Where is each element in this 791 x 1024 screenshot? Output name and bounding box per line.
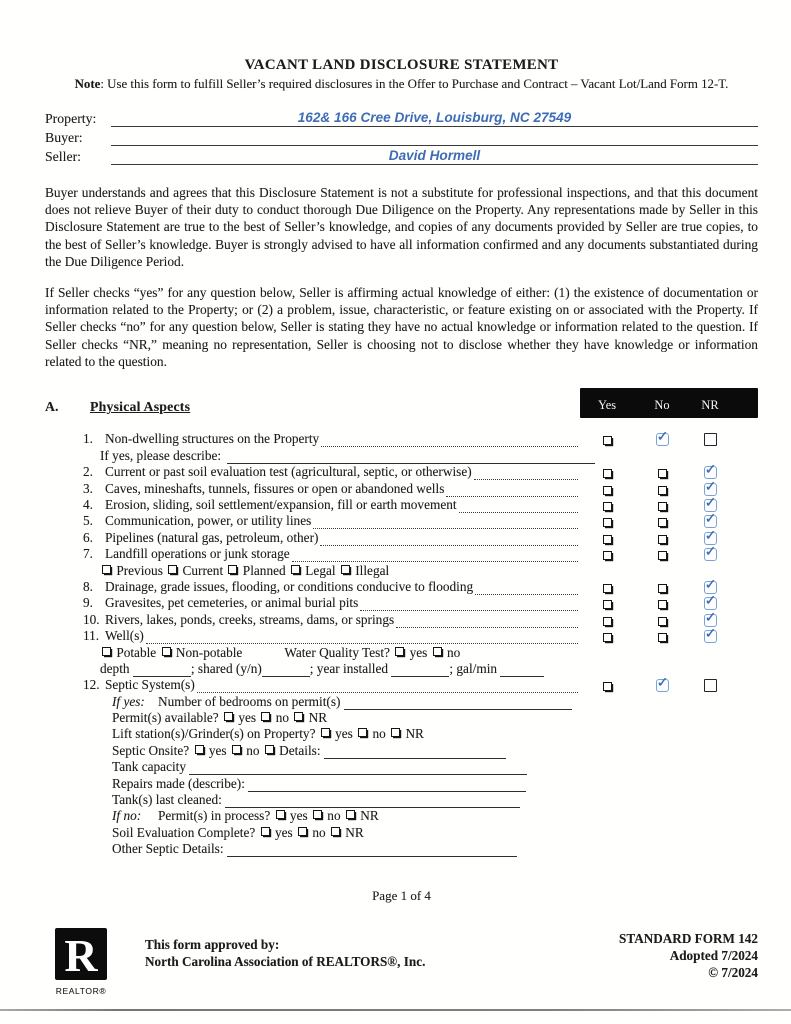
form-name: STANDARD FORM 142 bbox=[619, 931, 758, 947]
section-title: Physical Aspects bbox=[90, 399, 191, 415]
col-header-yes: Yes bbox=[597, 398, 617, 413]
dotted-leader bbox=[321, 434, 578, 447]
printed-checkbox[interactable] bbox=[232, 745, 241, 754]
nr-checkbox[interactable] bbox=[704, 597, 717, 610]
septic-in-process-row[interactable] bbox=[112, 808, 758, 824]
question-row-11 bbox=[83, 628, 758, 644]
if-yes-label: If yes: bbox=[112, 693, 145, 709]
no-checkbox[interactable] bbox=[658, 551, 667, 560]
approved-line-2: North Carolina Association of REALTORS®, Inc. bbox=[145, 954, 426, 970]
septic-cleaned-row bbox=[112, 792, 758, 808]
other-septic-label: Other Septic Details: bbox=[112, 841, 227, 857]
describe-blank-line[interactable] bbox=[227, 450, 595, 464]
printed-checkbox[interactable] bbox=[358, 728, 367, 737]
no-checkbox[interactable] bbox=[656, 679, 669, 692]
question-label: Well(s) bbox=[105, 628, 144, 644]
approved-line-1: This form approved by: bbox=[145, 937, 280, 953]
question-number: 9. bbox=[83, 595, 93, 611]
property-label: Property: bbox=[45, 111, 97, 126]
printed-checkbox[interactable] bbox=[341, 565, 350, 574]
form-adopted: Adopted 7/2024 bbox=[669, 948, 758, 964]
col-header-nr: NR bbox=[701, 398, 719, 413]
septic-other-row bbox=[112, 841, 758, 857]
septic-soil-eval-row[interactable] bbox=[112, 824, 758, 840]
repairs-label: Repairs made (describe): bbox=[112, 775, 249, 791]
dotted-leader bbox=[146, 631, 578, 644]
dotted-leader bbox=[313, 516, 578, 529]
no-checkbox[interactable] bbox=[658, 584, 667, 593]
question-number: 1. bbox=[83, 431, 93, 447]
printed-checkbox[interactable] bbox=[195, 745, 204, 754]
question-label: Septic System(s) bbox=[105, 677, 195, 693]
nr-checkbox[interactable] bbox=[704, 483, 717, 496]
question-number: 2. bbox=[83, 464, 93, 480]
seller-line[interactable] bbox=[111, 147, 758, 165]
yes-checkbox[interactable] bbox=[603, 600, 612, 609]
question-row-5 bbox=[83, 513, 758, 529]
note-text: : Use this form to fulfill Seller’s required disclosures in the Offer to Purchase and Contract – Vacant Lot/Land Form 12-T. bbox=[100, 77, 729, 91]
realtor-logo-icon bbox=[55, 928, 107, 980]
dotted-leader bbox=[360, 598, 578, 611]
septic-detail-block bbox=[112, 693, 758, 857]
question-row-9 bbox=[83, 595, 758, 611]
tank-capacity-label: Tank capacity bbox=[112, 759, 190, 775]
well-options-subrow[interactable] bbox=[100, 644, 758, 660]
gal-min-blank[interactable] bbox=[500, 663, 544, 677]
realtor-logo-block bbox=[50, 928, 112, 996]
yes-no-nr-header-bar bbox=[580, 388, 758, 418]
dotted-leader bbox=[320, 533, 578, 546]
depth-blank[interactable] bbox=[133, 663, 191, 677]
question-row-4 bbox=[83, 497, 758, 513]
septic-onsite-options: Septic Onsite? yes no Details: bbox=[112, 742, 324, 758]
yes-checkbox[interactable] bbox=[603, 551, 612, 560]
property-value: 162& 166 Cree Drive, Louisburg, NC 27549 bbox=[297, 110, 572, 125]
year-installed-label: ; year installed bbox=[309, 660, 392, 676]
septic-onsite-row[interactable] bbox=[112, 742, 758, 758]
page-title: VACANT LAND DISCLOSURE STATEMENT bbox=[244, 57, 559, 73]
septic-lift-station-row[interactable] bbox=[112, 726, 758, 742]
water-quality-test-options: Water Quality Test? yes no bbox=[284, 644, 461, 660]
dotted-leader bbox=[459, 500, 578, 513]
question-row-12 bbox=[83, 677, 758, 693]
permits-available-options: Permit(s) available? yes no NR bbox=[112, 710, 328, 726]
printed-checkbox[interactable] bbox=[313, 810, 322, 819]
printed-checkbox[interactable] bbox=[261, 712, 270, 721]
repairs-blank[interactable] bbox=[248, 778, 526, 792]
question-number: 4. bbox=[83, 496, 93, 512]
printed-checkbox[interactable] bbox=[391, 728, 400, 737]
printed-checkbox[interactable] bbox=[433, 647, 442, 656]
dotted-leader bbox=[475, 582, 578, 595]
printed-checkbox[interactable] bbox=[395, 647, 404, 656]
footer bbox=[45, 928, 758, 996]
bedrooms-label: Number of bedrooms on permit(s) bbox=[158, 693, 344, 709]
dotted-leader bbox=[474, 467, 578, 480]
yes-checkbox[interactable] bbox=[603, 584, 612, 593]
printed-checkbox[interactable] bbox=[276, 810, 285, 819]
question-label: Rivers, lakes, ponds, creeks, streams, dams, or springs bbox=[105, 611, 395, 627]
question-number: 3. bbox=[83, 480, 93, 496]
question-label: Drainage, grade issues, flooding, or conditions conducive to flooding bbox=[105, 578, 474, 594]
property-line[interactable] bbox=[111, 109, 758, 127]
bottom-scan-line bbox=[0, 1009, 791, 1011]
svg-text:R: R bbox=[64, 930, 98, 981]
realtor-logo-caption: REALTOR® bbox=[55, 986, 107, 997]
parties-block bbox=[45, 109, 758, 165]
printed-checkbox[interactable] bbox=[298, 827, 307, 836]
yes-checkbox[interactable] bbox=[603, 617, 612, 626]
nr-checkbox[interactable] bbox=[704, 630, 717, 643]
approved-by-block bbox=[145, 936, 425, 970]
question-row-1 bbox=[83, 431, 758, 447]
yes-checkbox[interactable] bbox=[603, 486, 612, 495]
nr-checkbox[interactable] bbox=[704, 548, 717, 561]
yes-checkbox[interactable] bbox=[603, 633, 612, 642]
describe-label: If yes, please describe: bbox=[100, 447, 222, 463]
shared-blank[interactable] bbox=[262, 663, 310, 677]
no-checkbox[interactable] bbox=[658, 600, 667, 609]
buyer-label: Buyer: bbox=[45, 130, 83, 145]
section-letter: A. bbox=[45, 399, 59, 415]
question-row-8 bbox=[83, 579, 758, 595]
question-row-2 bbox=[83, 464, 758, 480]
question-number: 8. bbox=[83, 578, 93, 594]
question-number: 6. bbox=[83, 529, 93, 545]
property-row bbox=[45, 109, 758, 127]
nr-checkbox[interactable] bbox=[704, 532, 717, 545]
no-checkbox[interactable] bbox=[658, 633, 667, 642]
gal-min-label: ; gal/min bbox=[449, 660, 501, 676]
question-row-6 bbox=[83, 529, 758, 545]
septic-bedrooms-row bbox=[112, 693, 758, 709]
soil-eval-options: Soil Evaluation Complete? yes no NR bbox=[112, 824, 364, 840]
question-number: 5. bbox=[83, 513, 93, 529]
dotted-leader bbox=[446, 484, 578, 497]
yes-checkbox[interactable] bbox=[603, 518, 612, 527]
question-number: 11. bbox=[83, 628, 100, 644]
disclosure-paragraph-1: Buyer understands and agrees that this Disclosure Statement is not a substitute for professional inspections, and that this document does not relieve Buyer of their duty to conduct thorough Due Diligence on the Property. Any representations made by Seller in this Disclosure Statement are true to the best of Seller’s knowledge, and copies of any documents provided by Seller are true copies, to the best of Seller’s knowledge. Buyer is strongly advised to have all information confirmed and any documents substantiated during the Due Diligence Period. bbox=[45, 185, 758, 269]
form-reference-block bbox=[619, 930, 758, 981]
printed-checkbox[interactable] bbox=[346, 810, 355, 819]
yes-checkbox[interactable] bbox=[603, 436, 612, 445]
question-label: Non-dwelling structures on the Property bbox=[105, 431, 320, 447]
nr-checkbox[interactable] bbox=[704, 581, 717, 594]
tank-cleaned-label: Tank(s) last cleaned: bbox=[112, 792, 226, 808]
buyer-line[interactable] bbox=[111, 128, 758, 146]
well-potable-options: Potable Non-potable bbox=[100, 645, 242, 661]
question-number: 12. bbox=[83, 677, 100, 693]
question-row-10 bbox=[83, 611, 758, 627]
bedrooms-blank[interactable] bbox=[344, 696, 572, 710]
question-label: Landfill operations or junk storage bbox=[105, 546, 290, 562]
tank-cleaned-blank[interactable] bbox=[225, 794, 520, 808]
describe-subrow bbox=[100, 447, 758, 463]
disclosure-paragraph-2: If Seller checks “yes” for any question below, Seller is affirming actual knowledge of either: (1) the existence of documentation or information related to the Property; or (2) a problem, issue, characteristic, or feature existing on or associated with the Property. If Seller checks “no” for any question below, Seller is stating they have no actual knowledge or information related to the question. If Seller checks “NR,” meaning no representation, Seller is choosing not to disclose whether they have knowledge or information related to the question. bbox=[45, 285, 758, 369]
landfill-options-subrow[interactable] bbox=[100, 562, 758, 578]
question-label: Caves, mineshafts, tunnels, fissures or open or abandoned wells bbox=[105, 480, 445, 496]
question-label: Communication, power, or utility lines bbox=[105, 513, 312, 529]
shared-label: ; shared (y/n) bbox=[190, 660, 262, 676]
nr-checkbox[interactable] bbox=[704, 515, 717, 528]
no-checkbox[interactable] bbox=[658, 535, 667, 544]
printed-checkbox[interactable] bbox=[102, 565, 111, 574]
form-copyright: © 7/2024 bbox=[708, 965, 758, 981]
question-row-7 bbox=[83, 546, 758, 562]
question-label: Pipelines (natural gas, petroleum, other) bbox=[105, 529, 319, 545]
printed-checkbox[interactable] bbox=[291, 565, 300, 574]
question-label: Current or past soil evaluation test (agricultural, septic, or otherwise) bbox=[105, 464, 472, 480]
seller-row bbox=[45, 147, 758, 165]
no-checkbox[interactable] bbox=[656, 433, 669, 446]
septic-repairs-row bbox=[112, 775, 758, 791]
dotted-leader bbox=[197, 680, 578, 693]
no-checkbox[interactable] bbox=[658, 486, 667, 495]
printed-checkbox[interactable] bbox=[265, 745, 274, 754]
col-header-no: No bbox=[654, 398, 670, 413]
question-label: Gravesites, pet cemeteries, or animal burial pits bbox=[105, 595, 359, 611]
onsite-details-blank[interactable] bbox=[324, 745, 506, 759]
permits-in-process-options: Permit(s) in process? yes no NR bbox=[158, 808, 379, 824]
seller-value: David Hormell bbox=[388, 148, 481, 163]
page-number: Page 1 of 4 bbox=[372, 888, 431, 904]
question-number: 10. bbox=[83, 611, 100, 627]
buyer-row bbox=[45, 128, 758, 146]
printed-checkbox[interactable] bbox=[294, 712, 303, 721]
tank-capacity-blank[interactable] bbox=[189, 761, 527, 775]
septic-permits-available-row[interactable] bbox=[112, 710, 758, 726]
other-septic-blank[interactable] bbox=[227, 843, 517, 857]
nr-checkbox[interactable] bbox=[704, 466, 717, 479]
note-label: Note bbox=[74, 77, 101, 91]
yes-checkbox[interactable] bbox=[603, 682, 612, 691]
section-a-header bbox=[45, 388, 758, 418]
nr-checkbox[interactable] bbox=[704, 499, 717, 512]
no-checkbox[interactable] bbox=[658, 518, 667, 527]
no-checkbox[interactable] bbox=[658, 469, 667, 478]
seller-label: Seller: bbox=[45, 149, 82, 164]
yes-checkbox[interactable] bbox=[603, 535, 612, 544]
yes-checkbox[interactable] bbox=[603, 469, 612, 478]
depth-label: depth bbox=[100, 660, 133, 676]
form-note bbox=[45, 77, 758, 92]
question-label: Erosion, sliding, soil settlement/expansion, fill or earth movement bbox=[105, 496, 457, 512]
no-checkbox[interactable] bbox=[658, 502, 667, 511]
nr-checkbox[interactable] bbox=[704, 433, 717, 446]
printed-checkbox[interactable] bbox=[261, 827, 270, 836]
question-number: 7. bbox=[83, 546, 93, 562]
landfill-options: Previous Current Planned Legal Illegal bbox=[100, 563, 389, 579]
printed-checkbox[interactable] bbox=[162, 647, 171, 656]
if-no-label: If no: bbox=[112, 808, 142, 824]
nr-checkbox[interactable] bbox=[704, 679, 717, 692]
dotted-leader bbox=[292, 549, 578, 562]
lift-station-options: Lift station(s)/Grinder(s) on Property? yes no NR bbox=[112, 726, 424, 742]
question-row-3 bbox=[83, 480, 758, 496]
question-list bbox=[83, 431, 758, 857]
nr-checkbox[interactable] bbox=[704, 614, 717, 627]
yes-checkbox[interactable] bbox=[603, 502, 612, 511]
printed-checkbox[interactable] bbox=[331, 827, 340, 836]
printed-checkbox[interactable] bbox=[228, 565, 237, 574]
printed-checkbox[interactable] bbox=[321, 728, 330, 737]
dotted-leader bbox=[396, 615, 578, 628]
printed-checkbox[interactable] bbox=[224, 712, 233, 721]
printed-checkbox[interactable] bbox=[102, 647, 111, 656]
printed-checkbox[interactable] bbox=[168, 565, 177, 574]
year-installed-blank[interactable] bbox=[391, 663, 449, 677]
no-checkbox[interactable] bbox=[658, 617, 667, 626]
septic-tank-capacity-row bbox=[112, 759, 758, 775]
